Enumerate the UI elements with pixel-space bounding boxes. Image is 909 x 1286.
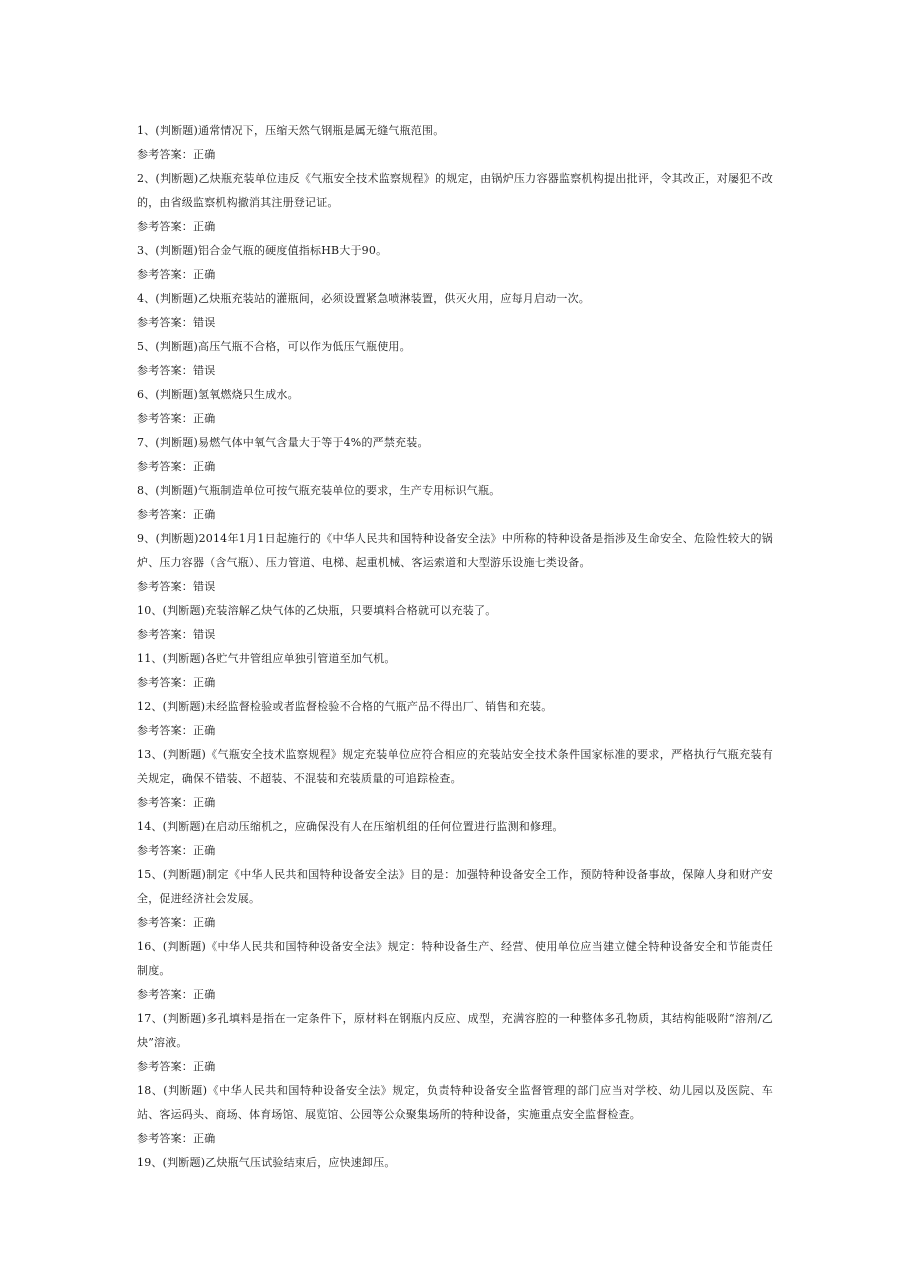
question-number: 3 — [137, 244, 145, 257]
answer-value: 正确 — [193, 724, 216, 737]
answer-label: 参考答案： — [137, 844, 193, 857]
answer-value: 正确 — [193, 676, 216, 689]
question-number: 12 — [137, 700, 152, 713]
answer-value: 正确 — [193, 508, 216, 521]
answer-label: 参考答案： — [137, 1060, 193, 1073]
question-item — [137, 1079, 773, 1151]
answer-line — [137, 455, 773, 479]
answer-label: 参考答案： — [137, 628, 193, 641]
question-item — [137, 239, 773, 287]
question-type: 、(判断题) — [151, 1012, 207, 1025]
question-type: 、(判断题) — [144, 436, 198, 449]
question-text — [137, 431, 773, 455]
answer-line — [137, 263, 773, 287]
question-item — [137, 1151, 773, 1175]
answer-label: 参考答案： — [137, 508, 193, 521]
question-text — [137, 695, 773, 719]
question-item — [137, 431, 773, 479]
question-text — [137, 599, 773, 623]
question-item — [137, 599, 773, 647]
question-number: 9 — [137, 532, 145, 545]
answer-line — [137, 671, 773, 695]
question-type: 、(判断题) — [144, 340, 198, 353]
answer-line — [137, 359, 773, 383]
question-body: 未经监督检验或者监督检验不合格的气瓶产品不得出厂、销售和充装。 — [205, 700, 553, 713]
question-number: 15 — [137, 868, 152, 881]
question-body: 气瓶制造单位可按气瓶充装单位的要求，生产专用标识气瓶。 — [198, 484, 501, 497]
question-number: 6 — [137, 388, 145, 401]
question-text — [137, 287, 773, 311]
answer-label: 参考答案： — [137, 580, 193, 593]
question-text — [137, 167, 773, 215]
question-text — [137, 119, 773, 143]
question-number: 18 — [137, 1084, 152, 1097]
question-item — [137, 527, 773, 599]
answer-label: 参考答案： — [137, 148, 193, 161]
answer-label: 参考答案： — [137, 460, 193, 473]
question-text — [137, 647, 773, 671]
question-type: 、(判断题) — [151, 748, 207, 761]
question-list — [137, 119, 773, 1175]
question-number: 19 — [137, 1156, 152, 1169]
question-text — [137, 383, 773, 407]
question-body: 氢氧燃烧只生成水。 — [198, 388, 299, 401]
answer-label: 参考答案： — [137, 988, 193, 1001]
question-body: 多孔填料是指在一定条件下，原材料在钢瓶内反应、成型，充满容腔的一种整体多孔物质，其结构能吸附“溶剂/乙炔”溶液。 — [137, 1012, 773, 1049]
question-body: 铝合金气瓶的硬度值指标HB大于90。 — [198, 244, 388, 257]
question-item — [137, 167, 773, 239]
answer-value: 正确 — [193, 796, 216, 809]
answer-line — [137, 503, 773, 527]
answer-label: 参考答案： — [137, 1132, 193, 1145]
answer-value: 正确 — [193, 1132, 216, 1145]
question-type: 、(判断题) — [144, 388, 198, 401]
question-type: 、(判断题) — [151, 1156, 206, 1169]
question-body: 《中华人民共和国特种设备安全法》规定，负责特种设备安全监督管理的部门应当对学校、幼儿园以及医院、车站、客运码头、商场、体育场馆、展览馆、公园等公众聚集场所的特种设备，实施重点安全监督检查。 — [137, 1084, 773, 1121]
answer-value: 错误 — [193, 364, 216, 377]
question-text — [137, 743, 773, 791]
question-type: 、(判断题) — [151, 868, 207, 881]
question-body: 制定《中华人民共和国特种设备安全法》目的是：加强特种设备安全工作，预防特种设备事故，保障人身和财产安全，促进经济社会发展。 — [137, 868, 773, 905]
question-type: 、(判断题) — [151, 820, 206, 833]
answer-line — [137, 911, 773, 935]
answer-line — [137, 983, 773, 1007]
question-number: 17 — [137, 1012, 152, 1025]
question-type: 、(判断题) — [144, 532, 199, 545]
answer-value: 正确 — [193, 988, 216, 1001]
question-text — [137, 527, 773, 575]
answer-value: 错误 — [193, 580, 216, 593]
question-type: 、(判断题) — [151, 940, 207, 953]
question-item — [137, 647, 773, 695]
question-item — [137, 1007, 773, 1079]
question-number: 13 — [137, 748, 152, 761]
answer-line — [137, 1127, 773, 1151]
question-type: 、(判断题) — [144, 124, 198, 137]
question-body: 各贮气井管组应单独引管道至加气机。 — [205, 652, 396, 665]
answer-label: 参考答案： — [137, 316, 193, 329]
question-text — [137, 1007, 773, 1055]
question-text — [137, 239, 773, 263]
question-type: 、(判断题) — [144, 292, 198, 305]
answer-value: 正确 — [193, 220, 216, 233]
answer-value: 正确 — [193, 412, 216, 425]
question-text — [137, 863, 773, 911]
question-body: 在启动压缩机之，应确保没有人在压缩机组的任何位置进行监测和修理。 — [205, 820, 564, 833]
question-type: 、(判断题) — [144, 172, 199, 185]
question-type: 、(判断题) — [151, 652, 206, 665]
question-number: 14 — [137, 820, 152, 833]
question-text — [137, 1079, 773, 1127]
answer-line — [137, 791, 773, 815]
answer-value: 正确 — [193, 844, 216, 857]
question-item — [137, 479, 773, 527]
question-number: 10 — [137, 604, 152, 617]
answer-line — [137, 623, 773, 647]
question-number: 7 — [137, 436, 145, 449]
question-text — [137, 1151, 773, 1175]
answer-label: 参考答案： — [137, 268, 193, 281]
question-item — [137, 815, 773, 863]
question-item — [137, 743, 773, 815]
answer-value: 错误 — [193, 316, 216, 329]
question-body: 《气瓶安全技术监察规程》规定充装单位应符合相应的充装站安全技术条件国家标准的要求，严格执行气瓶充装有关规定，确保不错装、不超装、不混装和充装质量的可追踪检查。 — [137, 748, 773, 785]
question-type: 、(判断题) — [151, 1084, 208, 1097]
question-item — [137, 335, 773, 383]
question-number: 1 — [137, 124, 145, 137]
question-text — [137, 815, 773, 839]
answer-label: 参考答案： — [137, 412, 193, 425]
answer-label: 参考答案： — [137, 676, 193, 689]
question-body: 《中华人民共和国特种设备安全法》规定：特种设备生产、经营、使用单位应当建立健全特种设备安全和节能责任制度。 — [137, 940, 773, 977]
answer-value: 正确 — [193, 1060, 216, 1073]
question-type: 、(判断题) — [151, 604, 206, 617]
answer-value: 正确 — [193, 148, 216, 161]
answer-line — [137, 215, 773, 239]
answer-value: 正确 — [193, 460, 216, 473]
question-item — [137, 935, 773, 1007]
question-body: 易燃气体中氧气含量大于等于4%的严禁充装。 — [198, 436, 429, 449]
question-body: 2014年1月1日起施行的《中华人民共和国特种设备安全法》中所称的特种设备是指涉及生命安全、危险性较大的锅炉、压力容器（含气瓶）、压力管道、电梯、起重机械、客运索道和大型游乐设施七类设备。 — [137, 532, 773, 569]
question-item — [137, 287, 773, 335]
question-type: 、(判断题) — [144, 484, 198, 497]
answer-line — [137, 839, 773, 863]
question-number: 11 — [137, 652, 152, 665]
question-text — [137, 935, 773, 983]
question-item — [137, 119, 773, 167]
question-text — [137, 479, 773, 503]
question-number: 4 — [137, 292, 145, 305]
answer-label: 参考答案： — [137, 724, 193, 737]
question-body: 乙炔瓶充装站的灌瓶间，必须设置紧急喷淋装置，供灭火用，应每月启动一次。 — [198, 292, 590, 305]
answer-label: 参考答案： — [137, 796, 193, 809]
answer-line — [137, 143, 773, 167]
question-type: 、(判断题) — [151, 700, 206, 713]
question-item — [137, 383, 773, 431]
question-body: 充装溶解乙炔气体的乙炔瓶，只要填料合格就可以充装了。 — [205, 604, 497, 617]
question-number: 16 — [137, 940, 152, 953]
question-number: 2 — [137, 172, 145, 185]
answer-line — [137, 311, 773, 335]
answer-line — [137, 1055, 773, 1079]
question-body: 乙炔瓶充装单位违反《气瓶安全技术监察规程》的规定，由锅炉压力容器监察机构提出批评，令其改正，对屡犯不改的，由省级监察机构撤消其注册登记证。 — [137, 172, 773, 209]
answer-value: 错误 — [193, 628, 216, 641]
question-number: 8 — [137, 484, 145, 497]
question-body: 乙炔瓶气压试验结束后，应快速卸压。 — [205, 1156, 396, 1169]
question-item — [137, 863, 773, 935]
answer-line — [137, 575, 773, 599]
answer-label: 参考答案： — [137, 220, 193, 233]
question-body: 高压气瓶不合格，可以作为低压气瓶使用。 — [198, 340, 411, 353]
answer-value: 正确 — [193, 916, 216, 929]
answer-line — [137, 407, 773, 431]
question-type: 、(判断题) — [144, 244, 198, 257]
question-text — [137, 335, 773, 359]
answer-value: 正确 — [193, 268, 216, 281]
answer-label: 参考答案： — [137, 916, 193, 929]
question-number: 5 — [137, 340, 145, 353]
answer-line — [137, 719, 773, 743]
answer-label: 参考答案： — [137, 364, 193, 377]
question-item — [137, 695, 773, 743]
question-body: 通常情况下，压缩天然气钢瓶是属无缝气瓶范围。 — [198, 124, 445, 137]
